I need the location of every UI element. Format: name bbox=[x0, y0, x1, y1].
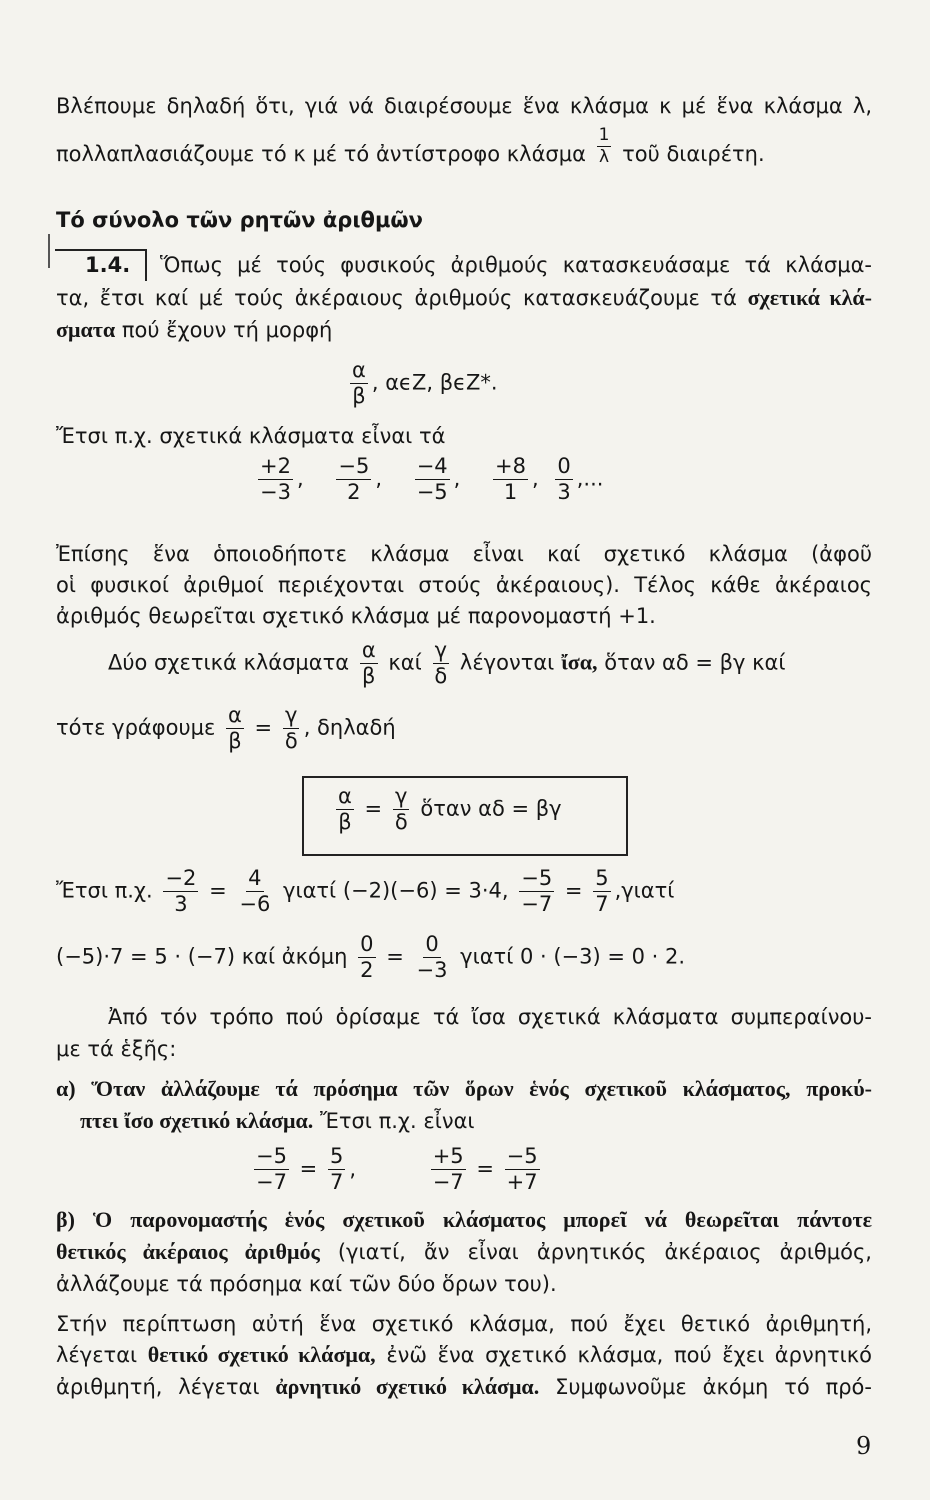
text-line: οἱ φυσικοί ἀριθμοί περιέχονται στούς ἀκέραιους). Τέλος κάθε ἀκέραιος bbox=[56, 573, 872, 597]
comma: , bbox=[349, 1156, 357, 1181]
numerator: 0 bbox=[425, 932, 439, 956]
fraction bbox=[336, 456, 371, 503]
fraction bbox=[493, 456, 528, 503]
text-line bbox=[56, 316, 872, 344]
denominator: δ bbox=[434, 664, 448, 688]
numerator: α bbox=[352, 358, 366, 382]
text-span: τα, ἔτσι καί μέ τούς ἀκέραιους ἀριθμούς κατασκευάζουμε τά bbox=[56, 286, 737, 310]
text-span: τότε γράφουμε bbox=[56, 715, 216, 740]
equals-sign: = bbox=[386, 944, 404, 969]
numerator: +2 bbox=[260, 454, 291, 478]
fraction bbox=[597, 124, 612, 167]
text-span: καί bbox=[388, 650, 422, 675]
numerator: +5 bbox=[432, 1144, 464, 1168]
text-line: ἀριθμός θεωρεῖται σχετικό κλάσμα μέ παρονομαστή +1. bbox=[56, 604, 656, 628]
denominator: −7 bbox=[521, 892, 553, 916]
text-span: (γιατί, ἄν εἶναι ἀρνητικός ἀκέραιος ἀριθμός, bbox=[337, 1240, 872, 1264]
denominator: −7 bbox=[432, 1170, 464, 1194]
text-span: ἀριθμητή, λέγεται bbox=[56, 1375, 260, 1399]
text-span: (−5)·7 = 5 · (−7) καί ἀκόμη bbox=[56, 944, 348, 969]
numerator: 1 bbox=[598, 124, 610, 145]
fraction bbox=[431, 1146, 466, 1193]
fraction bbox=[593, 868, 610, 915]
denominator: δ bbox=[394, 810, 408, 834]
denominator: 2 bbox=[347, 480, 361, 504]
fraction bbox=[226, 705, 244, 752]
bold-term: σχετικά κλά- bbox=[747, 285, 872, 310]
text-line bbox=[56, 868, 674, 915]
formula-condition: , αϵZ, βϵZ*. bbox=[371, 370, 498, 395]
fraction bbox=[358, 934, 375, 981]
fraction bbox=[283, 705, 300, 752]
text-span: , δηλαδή bbox=[303, 715, 396, 740]
numerator: 4 bbox=[248, 866, 262, 890]
numerator: −4 bbox=[416, 454, 448, 478]
denominator: λ bbox=[599, 146, 610, 167]
definition-box bbox=[302, 776, 628, 856]
text-span: λέγονται bbox=[459, 650, 555, 675]
section-number-box bbox=[55, 249, 147, 281]
denominator: 1 bbox=[503, 480, 518, 504]
fraction bbox=[519, 868, 554, 915]
denominator: 7 bbox=[329, 1170, 344, 1194]
denominator: −5 bbox=[416, 480, 448, 504]
fraction bbox=[336, 786, 354, 833]
text-span: πού ἔχουν τή μορφή bbox=[121, 318, 333, 342]
text-line bbox=[56, 124, 765, 168]
denominator: 2 bbox=[360, 958, 374, 982]
page-number: 9 bbox=[856, 1432, 872, 1460]
numerator: α bbox=[228, 703, 242, 727]
denominator: β bbox=[352, 384, 366, 408]
numerator: 5 bbox=[595, 866, 609, 890]
numerator: 0 bbox=[360, 932, 374, 956]
fraction bbox=[393, 786, 410, 833]
equals-sign: = bbox=[564, 878, 583, 903]
comma: , bbox=[296, 466, 304, 491]
text-span: γιατί 0 · (−3) = 0 · 2. bbox=[460, 944, 686, 969]
numerator: −5 bbox=[521, 866, 553, 890]
denominator: δ bbox=[284, 729, 298, 753]
text-span: ἐνῶ ἕνα σχετικό κλάσμα, πού ἔχει ἀρνητικό bbox=[386, 1343, 872, 1367]
examples-row bbox=[254, 456, 603, 503]
bold-term: ἀρνητικό σχετικό κλάσμα. bbox=[275, 1374, 540, 1399]
fraction bbox=[258, 456, 293, 503]
text-line: με τά ἑξῆς: bbox=[56, 1037, 177, 1061]
text-span: ὅταν αδ = βγ bbox=[420, 796, 562, 821]
bold-term: πτει ἴσο σχετικό κλάσμα. bbox=[80, 1108, 314, 1133]
text-line bbox=[56, 1238, 872, 1266]
formula-ab bbox=[346, 360, 498, 407]
fraction bbox=[237, 868, 272, 915]
text-line: Βλέπουμε δηλαδή ὅτι, γιά νά διαιρέσουμε ἕνα κλάσμα κ μέ ἕνα κλάσμα λ, bbox=[56, 94, 872, 118]
denominator: β bbox=[338, 810, 352, 834]
equals-sign: = bbox=[254, 715, 273, 740]
text-line bbox=[56, 1373, 872, 1401]
text-line: ἀλλάζουμε τά πρόσημα καί τῶν δύο ὅρων του). bbox=[56, 1272, 557, 1296]
numerator: −5 bbox=[338, 454, 370, 478]
denominator: −6 bbox=[239, 892, 271, 916]
comma: , bbox=[375, 466, 382, 491]
equals-sign: = bbox=[364, 796, 383, 821]
numerator: +8 bbox=[495, 454, 526, 478]
rule-b-line: β) Ὁ παρονομαστής ἑνός σχετικοῦ κλάσματος μπορεῖ νά θεωρεῖται πάντοτε bbox=[56, 1207, 872, 1232]
numerator: −2 bbox=[165, 866, 197, 890]
numerator: 0 bbox=[557, 454, 571, 478]
text-line bbox=[56, 705, 396, 752]
fraction bbox=[415, 456, 450, 503]
denominator: 3 bbox=[174, 892, 188, 916]
denominator: 3 bbox=[557, 480, 571, 504]
text-span: ,γιατί bbox=[614, 878, 675, 903]
fraction bbox=[415, 934, 450, 981]
fraction bbox=[328, 1146, 345, 1193]
numerator: γ bbox=[395, 784, 408, 808]
text-line bbox=[80, 1107, 896, 1135]
denominator: −3 bbox=[260, 480, 291, 504]
text-line bbox=[56, 934, 685, 981]
text-line: Στήν περίπτωση αὐτή ἕνα σχετικό κλάσμα, πού ἔχει θετικό ἀριθμητή, bbox=[56, 1312, 872, 1336]
equals-sign: = bbox=[209, 878, 227, 903]
margin-bar bbox=[48, 234, 50, 268]
fraction bbox=[163, 868, 198, 915]
section-number: 1.4. bbox=[85, 253, 131, 277]
text-line: Ὅπως μέ τούς φυσικούς ἀριθμούς κατασκευάσαμε τά κλάσμα- bbox=[160, 253, 872, 277]
numerator: α bbox=[361, 638, 376, 662]
fraction bbox=[350, 360, 368, 407]
text-span: Συμφωνοῦμε ἀκόμη τό πρό- bbox=[555, 1375, 872, 1399]
equals-sign: = bbox=[299, 1156, 318, 1181]
denominator: +7 bbox=[506, 1170, 538, 1194]
denominator: β bbox=[228, 729, 242, 753]
text-line: Ἀπό τόν τρόπο πού ὁρίσαμε τά ἴσα σχετικά κλάσματα συμπεραίνου- bbox=[108, 1005, 872, 1029]
rule-a-line: α) Ὅταν ἀλλάζουμε τά πρόσημα τῶν ὅρων ἑνός σχετικοῦ κλάσματος, προκύ- bbox=[56, 1076, 872, 1101]
text-span: λέγεται bbox=[56, 1343, 138, 1367]
text-span: Ἔτσι π.χ. εἶναι bbox=[319, 1109, 475, 1133]
text-span: πολλαπλασιάζουμε τό κ μέ τό ἀντίστροφο κλάσμα bbox=[56, 142, 586, 166]
numerator: α bbox=[338, 784, 352, 808]
text-span: Δύο σχετικά κλάσματα bbox=[108, 650, 350, 675]
text-line: Ἐπίσης ἕνα ὁποιοδήποτε κλάσμα εἶναι καί σχετικό κλάσμα (ἀφοῦ bbox=[56, 542, 872, 566]
ellipsis: ,... bbox=[576, 466, 604, 491]
text-line bbox=[56, 1341, 872, 1369]
text-span: ὅταν αδ = βγ καί bbox=[604, 650, 786, 675]
numerator: γ bbox=[434, 638, 447, 662]
fraction bbox=[505, 1146, 540, 1193]
bold-term: σματα bbox=[56, 317, 116, 342]
text-line bbox=[108, 640, 785, 687]
bold-term: ἴσα, bbox=[560, 649, 598, 675]
fraction bbox=[555, 456, 572, 503]
comma: , bbox=[532, 466, 539, 491]
denominator: β bbox=[362, 664, 376, 688]
bold-term: θετικό σχετικό κλάσμα, bbox=[147, 1342, 376, 1367]
examples-row bbox=[250, 1146, 544, 1193]
text-line: Ἔτσι π.χ. σχετικά κλάσματα εἶναι τά bbox=[56, 424, 446, 448]
boxed-formula bbox=[332, 786, 562, 833]
denominator: −3 bbox=[416, 958, 448, 982]
fraction bbox=[432, 640, 449, 687]
numerator: −5 bbox=[506, 1144, 538, 1168]
section-heading: Τό σύνολο τῶν ρητῶν ἀριθμῶν bbox=[56, 208, 423, 232]
fraction bbox=[254, 1146, 289, 1193]
denominator: −7 bbox=[256, 1170, 287, 1194]
denominator: 7 bbox=[595, 892, 609, 916]
text-span: γιατί (−2)(−6) = 3·4, bbox=[283, 878, 509, 903]
text-line bbox=[56, 284, 872, 312]
comma: , bbox=[453, 466, 461, 491]
numerator: 5 bbox=[329, 1144, 344, 1168]
bold-term: θετικός ἀκέραιος ἀριθμός bbox=[56, 1239, 320, 1264]
equals-sign: = bbox=[476, 1156, 494, 1181]
numerator: −5 bbox=[256, 1144, 287, 1168]
text-span: Ἔτσι π.χ. bbox=[56, 878, 153, 903]
text-span: τοῦ διαιρέτη. bbox=[622, 142, 765, 166]
numerator: γ bbox=[285, 703, 298, 727]
fraction bbox=[360, 640, 378, 687]
